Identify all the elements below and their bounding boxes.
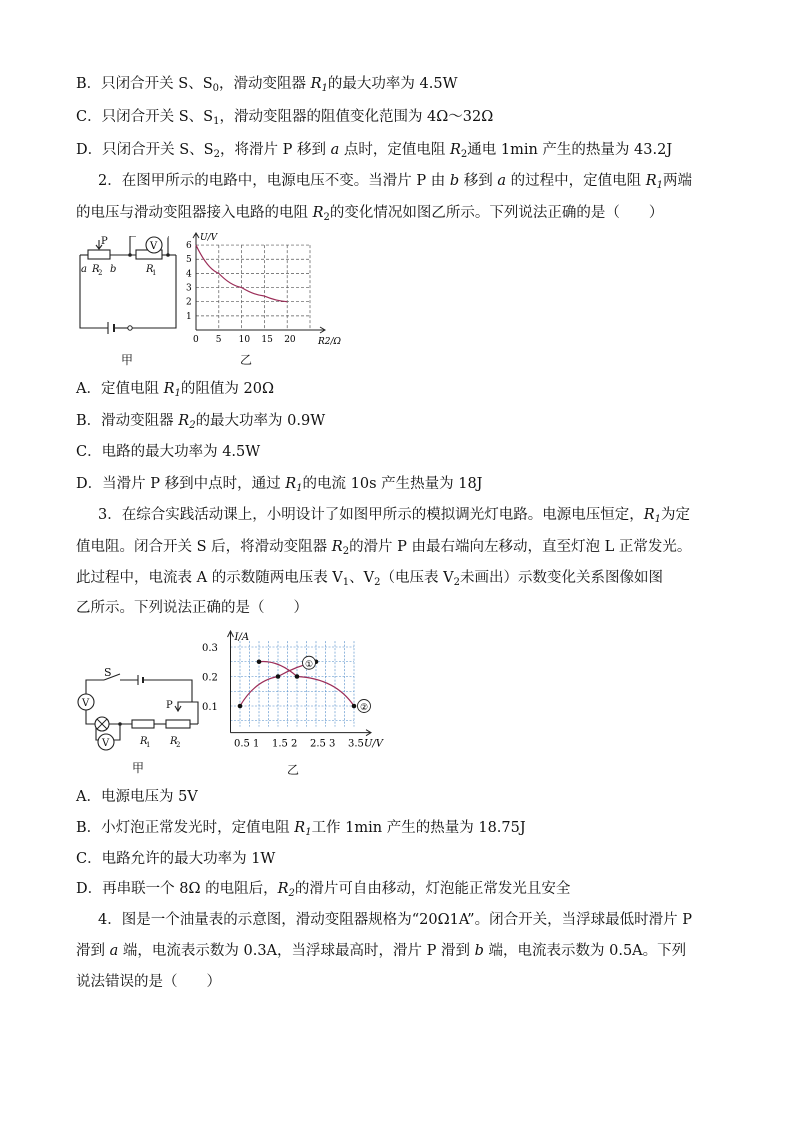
y-tick-label: 2 xyxy=(186,297,192,308)
x-tick-label: 0.5 xyxy=(234,738,250,750)
q3-circuit-figure xyxy=(74,664,202,764)
q4-stem-line3: 说法错误的是（ ） xyxy=(76,974,221,990)
q3-stem-line1: 3．在综合实践活动课上，小明设计了如图甲所示的模拟调光灯电路。电源电压恒定，$R_1$为定 xyxy=(98,507,691,525)
q3-option-b: B．小灯泡正常发光时，定值电阻 $R_1$工作 1min 产生的热量为 18.75J xyxy=(76,820,526,838)
q2-label-r1-sub: 1 xyxy=(152,269,157,277)
q2-option-c: C．电路的最大功率为 4.5W xyxy=(76,444,261,460)
q3-label-r2-sub: 2 xyxy=(176,741,181,749)
q4-stem-line2: 滑到 a 端，电流表示数为 0.3A，当浮球最高时，滑片 P 滑到 b 端，电流表示数为 0.5A。下列 xyxy=(76,943,687,959)
y-tick-label: 1 xyxy=(186,311,192,322)
series-label: ② xyxy=(360,703,369,713)
q3-chart xyxy=(196,630,396,758)
x-tick-label: 20 xyxy=(284,335,296,345)
series-point xyxy=(238,704,243,709)
q1-option-d: D．只闭合开关 S、$S_2$，将滑片 P 移到 a 点时，定值电阻 $R_2$通电 1min 产生的热量为 43.2J xyxy=(76,142,673,160)
y-tick-label: 5 xyxy=(186,255,192,266)
q3-stem-line3: 此过程中，电流表 A 的示数随两电压表 $V_1$、$V_2$（电压表 $V_2$未画出）示数变化关系图像如图 xyxy=(76,570,663,588)
q2-option-d: D．当滑片 P 移到中点时，通过 $R_1$的电流 10s 产生热量为 18J xyxy=(76,476,483,494)
y-tick-label: 4 xyxy=(186,269,192,280)
series-point xyxy=(276,674,281,679)
q2-label-r2: R xyxy=(92,264,100,275)
y-tick-label: 0.1 xyxy=(202,702,218,713)
q2-label-r1: R xyxy=(146,264,154,275)
x-tick-label: 10 xyxy=(238,335,251,345)
series-point xyxy=(295,674,300,679)
q3-option-d: D．再串联一个 8Ω 的电阻后，$R_2$的滑片可自由移动，灯泡能正常发光且安全 xyxy=(76,881,571,899)
x-tick-label: 2.5 xyxy=(310,738,326,750)
q3-option-a: A．电源电压为 5V xyxy=(76,789,198,805)
q3-stem-line4: 乙所示。下列说法正确的是（ ） xyxy=(76,600,308,616)
q2-chart xyxy=(182,230,342,356)
x-tick-label: 15 xyxy=(261,335,273,345)
series-point xyxy=(257,659,262,664)
q1-option-c: C．只闭合开关 S、$S_1$，滑动变阻器的阻值变化范围为 4Ω～32Ω xyxy=(76,109,494,127)
y-axis-label: U/V xyxy=(200,233,218,243)
q3-label-r1: R xyxy=(140,736,148,747)
q3-voltmeter-label1: V xyxy=(82,698,90,709)
x-tick-label: 3.5 xyxy=(348,738,364,750)
x-tick-label: 1 xyxy=(253,738,260,750)
rheostat-r2-box xyxy=(88,250,110,259)
x-axis-label: U/V xyxy=(364,738,384,750)
q2-voltmeter xyxy=(140,233,180,257)
q3-fig-yi-caption: 乙 xyxy=(287,763,300,777)
q2-option-a: A．定值电阻 $R_1$的阻值为 20Ω xyxy=(76,381,274,399)
series-label: ① xyxy=(305,659,314,670)
q2-stem-line2: 的电压与滑动变阻器接入电路的电阻 $R_2$的变化情况如图乙所示。下列说法正确的是（ ） xyxy=(76,205,664,223)
q3-stem-line2: 值电阻。闭合开关 S 后，将滑动变阻器 $R_2$的滑片 P 由最右端向左移动，直至灯泡 L 正常发光。 xyxy=(76,539,692,557)
q2-label-r2-sub: 2 xyxy=(98,269,103,277)
x-tick-label: 5 xyxy=(215,335,222,345)
q3-label-s: S xyxy=(104,666,112,679)
x-tick-label: 3 xyxy=(329,738,336,750)
x-tick-label: 2 xyxy=(291,738,298,750)
y-tick-label: 0.2 xyxy=(202,672,218,684)
q3-fig-jia-caption: 甲 xyxy=(132,761,145,775)
q2-fig-yi-caption: 乙 xyxy=(240,353,253,367)
q4-stem-line1: 4．图是一个油量表的示意图，滑动变阻器规格为“20Ω1A”。闭合开关，当浮球最低时滑片 P xyxy=(98,912,692,928)
y-tick-label: 3 xyxy=(186,283,192,294)
y-tick-label: 0.3 xyxy=(202,643,218,654)
q3-voltmeter-label2: V xyxy=(102,738,110,749)
q3-label-r2: R xyxy=(170,736,178,747)
q3-option-c: C．电路允许的最大功率为 1W xyxy=(76,851,276,867)
x-axis-label: R2/Ω xyxy=(318,337,341,347)
q3-label-p: P xyxy=(166,700,173,711)
x-tick-label: 0 xyxy=(193,335,199,345)
y-tick-label: 6 xyxy=(186,241,192,252)
q3-label-r1-sub: 1 xyxy=(146,741,151,749)
q1-option-b: B．只闭合开关 S、$S_0$，滑动变阻器 $R_1$的最大功率为 4.5W xyxy=(76,76,458,94)
q2-label-p: P xyxy=(101,236,108,247)
q2-label-b: b xyxy=(110,264,117,275)
q2-option-b: B．滑动变阻器 $R_2$的最大功率为 0.9W xyxy=(76,413,326,431)
y-axis-label: I/A xyxy=(234,632,250,643)
q2-stem-line1: 2．在图甲所示的电路中，电源电压不变。当滑片 P 由 b 移到 a 的过程中，定值电阻 $R_1$两端 xyxy=(98,173,692,191)
series-point xyxy=(352,704,357,709)
q2-voltmeter-label: V xyxy=(150,241,158,252)
q2-fig-jia-caption: 甲 xyxy=(121,353,134,367)
x-tick-label: 1.5 xyxy=(272,738,288,750)
q2-label-a: a xyxy=(81,264,87,275)
